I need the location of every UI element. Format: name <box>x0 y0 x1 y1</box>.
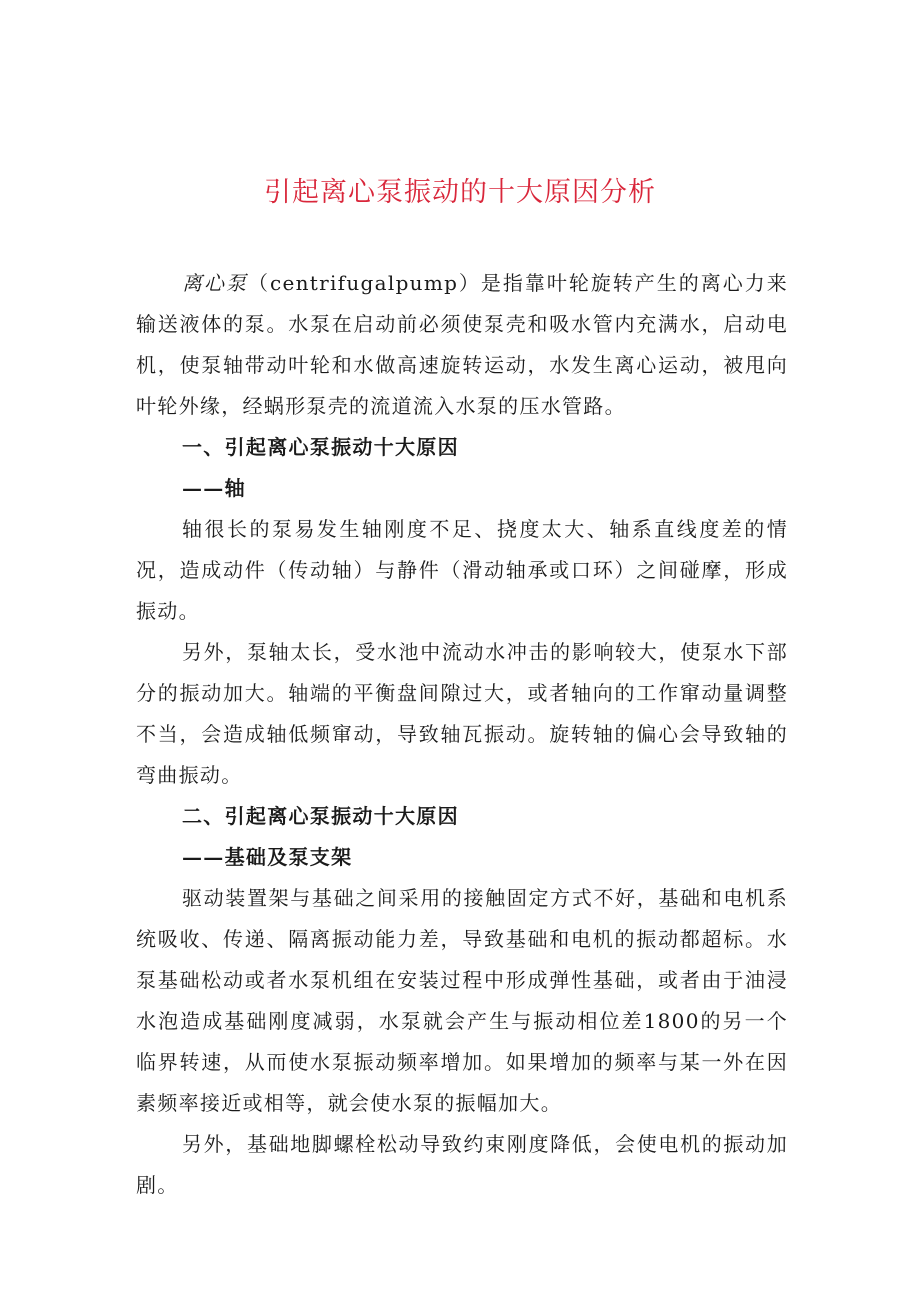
intro-lead-term: 离心泵 <box>182 271 248 295</box>
section2-paragraph-2: 另外，基础地脚螺栓松动导致约束刚度降低，会使电机的振动加剧。 <box>136 1132 788 1197</box>
section2-heading: 二、引起离心泵振动十大原因 <box>182 804 459 828</box>
section1-subheading: ——轴 <box>182 476 246 500</box>
section2-paragraph-1: 驱动装置架与基础之间采用的接触固定方式不好，基础和电机系统吸收、传递、隔离振动能力差，导致基础和电机的振动都超标。水泵基础松动或者水泵机组在安装过程中形成弹性基础，或者由于油浸水泡造成基础刚度减弱，水泵就会产生与振动相位差1800的另一个临界转速，从而使水泵振动频率增加。如果增加的频率与某一外在因素频率接近或相等，就会使水泵的振幅加大。 <box>136 886 788 1115</box>
intro-text: （centrifugalpump）是指靠叶轮旋转产生的离心力来输送液体的泵。水泵在启动前必须使泵壳和吸水管内充满水，启动电机，使泵轴带动叶轮和水做高速旋转运动，水发生离心运动，被甩向叶轮外缘，经蜗形泵壳的流道流入水泵的压水管路。 <box>136 271 788 418</box>
document-body <box>136 263 788 1206</box>
section1-paragraph-2: 另外，泵轴太长，受水池中流动水冲击的影响较大，使泵水下部分的振动加大。轴端的平衡盘间隙过大，或者轴向的工作窜动量调整不当，会造成轴低频窜动，导致轴瓦振动。旋转轴的偏心会导致轴的弯曲振动。 <box>136 640 788 787</box>
intro-paragraph <box>136 263 788 427</box>
section2-subheading: ——基础及泵支架 <box>182 845 353 869</box>
section1-paragraph-1: 轴很长的泵易发生轴刚度不足、挠度太大、轴系直线度差的情况，造成动件（传动轴）与静件（滑动轴承或口环）之间碰摩，形成振动。 <box>136 517 788 623</box>
document-title: 引起离心泵振动的十大原因分析 <box>264 177 656 208</box>
section1-heading: 一、引起离心泵振动十大原因 <box>182 435 459 459</box>
